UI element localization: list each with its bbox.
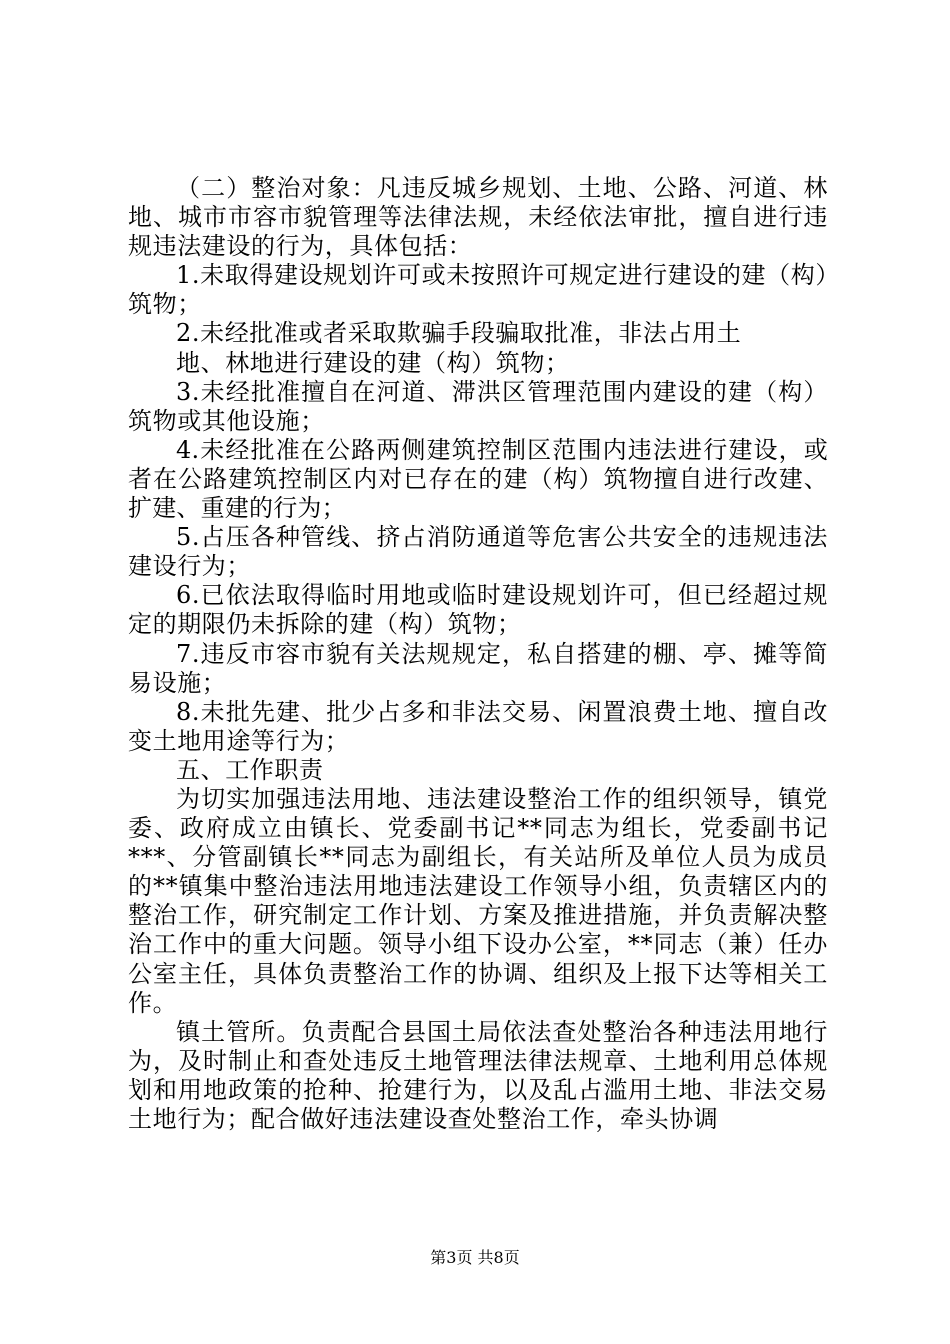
list-item-2-line-1: 2.未经批准或者采取欺骗手段骗取批准，非法占用土 [176, 319, 742, 348]
list-item-4: 4.未经批准在公路两侧建筑控制区范围内违法进行建设，或者在公路建筑控制区内对已存在的建（构）筑物擅自进行改建、扩建、重建的行为； [128, 435, 828, 523]
list-item-2-line-2: 地、林地进行建设的建（构）筑物； [176, 348, 570, 377]
document-body [128, 174, 828, 1134]
paragraph-land-office: 镇土管所。负责配合县国土局依法查处整治各种违法用地行为，及时制止和查处违反土地管理法律法规章、土地利用总体规划和用地政策的抢种、抢建行为，以及乱占滥用土地、非法交易土地行为；配合做好违法建设查处整治工作，牵头协调 [128, 1017, 828, 1133]
list-item-3: 3.未经批准擅自在河道、滞洪区管理范围内建设的建（构）筑物或其他设施； [128, 377, 828, 435]
list-item-8: 8.未批先建、批少占多和非法交易、闲置浪费土地、擅自改变土地用途等行为； [128, 697, 828, 755]
page-number-footer: 第3页 共8页 [430, 1248, 520, 1267]
paragraph-rectification-targets: （二）整治对象：凡违反城乡规划、土地、公路、河道、林地、城市市容市貌管理等法律法规，未经依法审批，擅自进行违规违法建设的行为，具体包括： [128, 174, 828, 261]
list-item-5: 5.占压各种管线、挤占消防通道等危害公共安全的违规违法建设行为； [128, 523, 828, 581]
list-item-7: 7.违反市容市貌有关法规规定，私自搭建的棚、亭、摊等简易设施； [128, 639, 828, 697]
paragraph-leadership-group: 为切实加强违法用地、违法建设整治工作的组织领导，镇党委、政府成立由镇长、党委副书记**同志为组长，党委副书记***、分管副镇长**同志为副组长，有关站所及单位人员为成员的**镇集中整治违法用地违法建设工作领导小组，负责辖区内的整治工作，研究制定工作计划、方案及推进措施，并负责解决整治工作中的重大问题。领导小组下设办公室，**同志（兼）任办公室主任，具体负责整治工作的协调、组织及上报下达等相关工作。 [128, 784, 828, 1017]
list-item-1: 1.未取得建设规划许可或未按照许可规定进行建设的建（构）筑物； [128, 261, 828, 319]
list-item-6: 6.已依法取得临时用地或临时建设规划许可，但已经超过规定的期限仍未拆除的建（构）筑物； [128, 581, 828, 639]
section-heading-work-duties: 五、工作职责 [176, 755, 324, 784]
